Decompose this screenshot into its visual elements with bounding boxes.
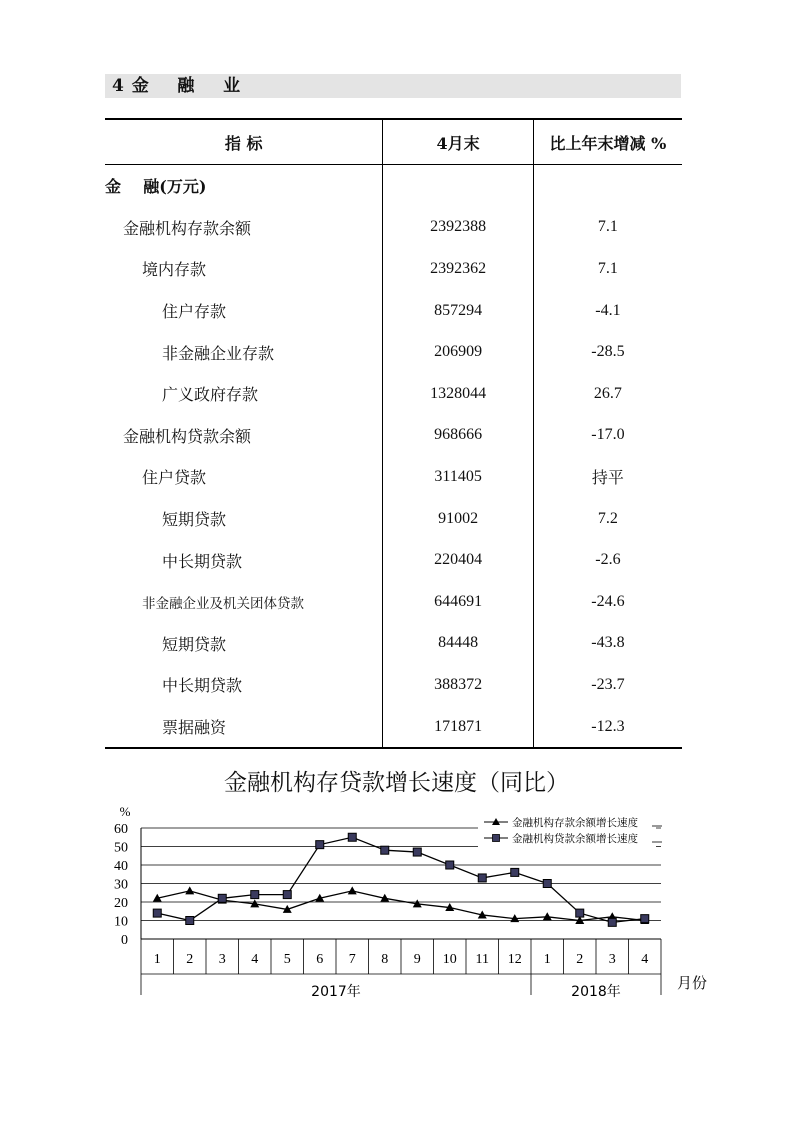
row-value: 220404 [383, 539, 533, 581]
x-tick-label: 1 [543, 952, 551, 967]
row-value: 311405 [383, 456, 533, 498]
x-tick-label: 5 [283, 952, 291, 967]
square-point [381, 846, 389, 854]
x-tick-label: 9 [413, 952, 421, 967]
row-value: 84448 [383, 623, 533, 665]
square-point [641, 915, 649, 923]
header-indicator: 指 标 [105, 119, 383, 165]
square-point [543, 880, 551, 888]
row-label: 短期贷款 [162, 510, 227, 530]
row-change: -23.7 [533, 664, 682, 706]
row-change: -12.3 [533, 706, 682, 749]
row-change: -43.8 [533, 623, 682, 665]
square-point [511, 868, 519, 876]
table-row [105, 331, 682, 373]
row-value: 388372 [383, 664, 533, 706]
x-tick-label: 6 [316, 952, 324, 967]
row-label: 票据融资 [105, 706, 383, 749]
x-tick-label: 8 [381, 952, 389, 967]
y-axis-label: % [119, 804, 131, 819]
row-value: 91002 [383, 498, 533, 540]
row-label: 中长期贷款 [162, 551, 243, 571]
row-change: -17.0 [533, 415, 682, 457]
row-label: 短期贷款 [162, 634, 227, 654]
chart-title: 金融机构存贷款增长速度（同比） [224, 770, 569, 796]
x-axis-label: 月份 [676, 974, 708, 992]
square-point [316, 841, 324, 849]
square-point [283, 891, 291, 899]
row-label: 住户存款 [162, 302, 227, 322]
triangle-point [348, 886, 357, 894]
y-tick-label: 10 [114, 914, 128, 930]
x-tick-label: 4 [641, 952, 649, 967]
row-label: 广义政府存款 [162, 385, 259, 405]
triangle-point [185, 886, 194, 894]
square-point [186, 917, 194, 925]
x-tick-label: 1 [153, 952, 161, 967]
y-tick-label: 20 [114, 896, 128, 911]
x-tick-label: 12 [507, 952, 522, 967]
row-change [533, 165, 682, 207]
y-tick-label: 0 [121, 933, 128, 948]
table-row [105, 706, 682, 749]
header-april-end: 4月末 [383, 119, 533, 165]
square-point [576, 909, 584, 917]
x-tick-label: 3 [608, 952, 616, 967]
table-row [105, 623, 682, 665]
row-value: 1328044 [383, 373, 533, 415]
row-label: 非金融企业及机关团体贷款 [142, 595, 304, 612]
x-tick-label: 4 [251, 952, 259, 967]
table-row [105, 664, 682, 706]
row-label: 金融机构贷款余额 [123, 426, 252, 446]
x-tick-label: 11 [475, 952, 489, 967]
y-tick-label: 30 [114, 877, 128, 893]
row-value: 968666 [383, 415, 533, 457]
row-value: 171871 [383, 706, 533, 749]
legend-label: 金融机构贷款余额增长速度 [512, 833, 638, 845]
row-label: 金 融(万元) [105, 177, 207, 197]
table-header-row [105, 119, 682, 165]
row-value: 2392362 [383, 248, 533, 290]
legend-marker-square [493, 835, 500, 842]
y-tick-label: 40 [114, 859, 128, 874]
row-value: 206909 [383, 331, 533, 373]
table-row [105, 539, 682, 581]
row-change: -28.5 [533, 331, 682, 373]
row-change: 7.1 [533, 207, 682, 249]
row-change: 7.2 [533, 498, 682, 540]
series-line-2 [157, 837, 645, 922]
row-value: 2392388 [383, 207, 533, 249]
triangle-point [543, 912, 552, 920]
row-label: 金融机构存款余额 [123, 218, 252, 238]
square-point [446, 861, 454, 869]
line-chart [0, 795, 793, 1015]
table-row [105, 248, 682, 290]
x-tick-label: 7 [348, 952, 356, 967]
table-row [105, 581, 682, 623]
year-label: 2017年 [311, 984, 361, 1000]
row-change: 7.1 [533, 248, 682, 290]
table-row [105, 373, 682, 415]
header-change: 比上年末增减 % [533, 119, 682, 165]
table-row [105, 456, 682, 498]
row-label: 中长期贷款 [162, 676, 243, 696]
square-point [608, 918, 616, 926]
y-tick-label: 60 [114, 822, 128, 837]
x-tick-label: 2 [576, 952, 584, 967]
table-row [105, 165, 682, 207]
x-tick-label: 10 [442, 952, 457, 967]
table-row [105, 498, 682, 540]
row-change: -4.1 [533, 290, 682, 332]
year-label: 2018年 [571, 984, 621, 1000]
row-label: 境内存款 [142, 260, 207, 280]
square-point [251, 891, 259, 899]
square-point [153, 909, 161, 917]
x-tick-label: 3 [218, 952, 226, 967]
square-point [348, 833, 356, 841]
square-point [413, 848, 421, 856]
table-row [105, 207, 682, 249]
row-change: -2.6 [533, 539, 682, 581]
row-value: 857294 [383, 290, 533, 332]
row-change: 26.7 [533, 373, 682, 415]
square-point [218, 894, 226, 902]
table-row [105, 415, 682, 457]
section-title: 4 金 融 业 [112, 76, 242, 96]
row-label: 非金融企业存款 [162, 343, 275, 363]
y-tick-label: 50 [114, 840, 128, 856]
row-label: 住户贷款 [142, 468, 207, 488]
row-value: 644691 [383, 581, 533, 623]
row-change: 持平 [533, 456, 682, 498]
legend-label: 金融机构存款余额增长速度 [512, 817, 638, 829]
row-change: -24.6 [533, 581, 682, 623]
table-row [105, 290, 682, 332]
finance-table [105, 118, 682, 749]
square-point [478, 874, 486, 882]
x-tick-label: 2 [186, 952, 194, 967]
row-value [383, 165, 533, 207]
